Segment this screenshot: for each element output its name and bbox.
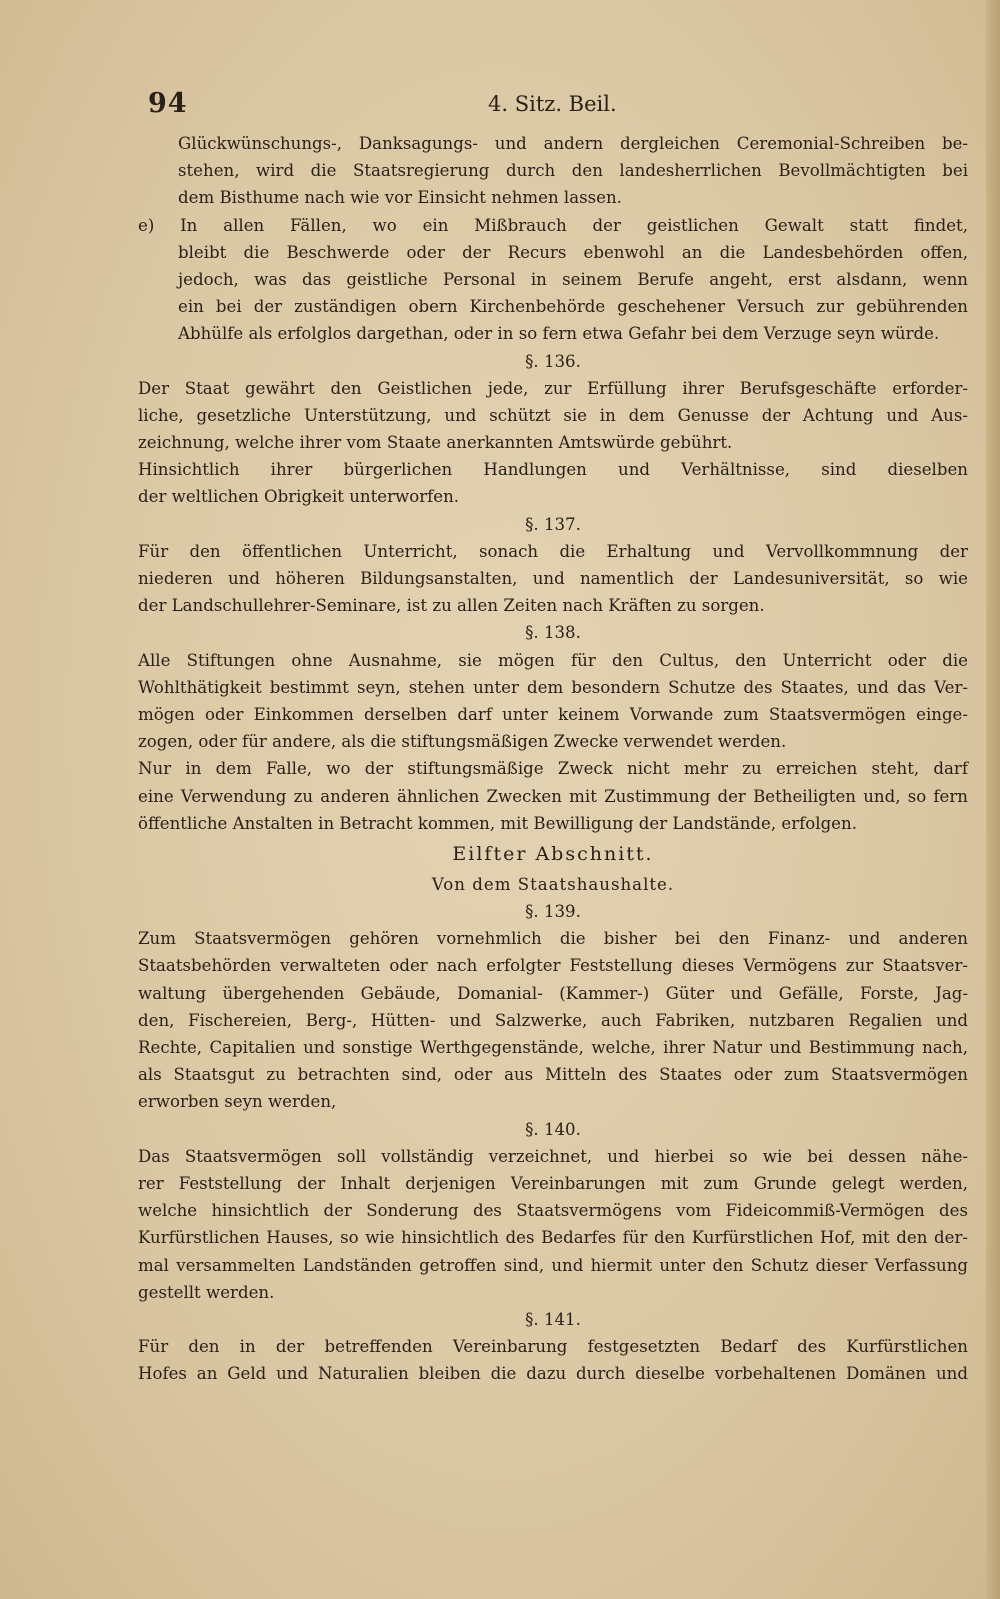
text-line: welche hinsichtlich der Sonderung des Staatsvermögens vom Fideicommiß-Vermögen des bbox=[138, 1201, 968, 1221]
text-line: Rechte, Capitalien und sonstige Werthgegenstände, welche, ihrer Natur und Bestimmung nach, bbox=[138, 1038, 968, 1057]
paragraph-number: §. 141. bbox=[525, 1309, 581, 1329]
text-line: Der Staat gewährt den Geistlichen jede, zur Erfüllung ihrer Berufsgeschäfte erforder- bbox=[138, 378, 968, 398]
text-line: waltung übergehenden Gebäude, Domanial- (Kammer-) Güter und Gefälle, Forste, Jag- bbox=[138, 983, 968, 1003]
text-line: Zum Staatsvermögen gehören vornehmlich die bisher bei den Finanz- und anderen bbox=[138, 929, 968, 949]
text-line: niederen und höheren Bildungsanstalten, und namentlich der Landesuniversität, so wie bbox=[138, 569, 968, 588]
text-line: als Staatsgut zu betrachten sind, oder aus Mitteln des Staates oder zum Staatsvermögen bbox=[138, 1065, 968, 1085]
text-line: Hinsichtlich ihrer bürgerlichen Handlungen und Verhältnisse, sind dieselben bbox=[138, 460, 968, 480]
text-line: den, Fischereien, Berg-, Hütten- und Salzwerke, auch Fabriken, nutzbaren Regalien und bbox=[138, 1010, 968, 1030]
text-line: e) In allen Fällen, wo ein Mißbrauch der geistlichen Gewalt statt findet, bbox=[138, 215, 968, 235]
paragraph-number: §. 136. bbox=[525, 351, 581, 371]
text-line: rer Feststellung der Inhalt derjenigen Vereinbarungen mit zum Grunde gelegt werden, bbox=[138, 1173, 968, 1193]
running-title: 4. Sitz. Beil. bbox=[488, 92, 617, 116]
text-line: liche, gesetzliche Unterstützung, und schützt sie in dem Genusse der Achtung und Aus- bbox=[138, 405, 968, 425]
text-line: öffentliche Anstalten in Betracht kommen, mit Bewilligung der Landstände, erfolgen. bbox=[138, 813, 857, 833]
text-line: stehen, wird die Staatsregierung durch den landesherrlichen Bevollmächtigten bei bbox=[178, 161, 968, 181]
text-line: bleibt die Beschwerde oder der Recurs ebenwohl an die Landesbehörden offen, bbox=[178, 242, 968, 262]
text-line: zeichnung, welche ihrer vom Staate anerkannten Amtswürde gebührt. bbox=[138, 433, 733, 453]
section-heading: Eilfter Abschnitt. bbox=[452, 842, 654, 865]
text-line: Glückwünschungs-, Danksagungs- und andern dergleichen Ceremonial-Schreiben be- bbox=[178, 134, 968, 153]
text-line: Hofes an Geld und Naturalien bleiben die dazu durch dieselbe vorbehaltenen Domänen und bbox=[138, 1364, 968, 1384]
text-line: zogen, oder für andere, als die stiftungsmäßigen Zwecke verwendet werden. bbox=[138, 732, 787, 752]
text-line: Für den öffentlichen Unterricht, sonach die Erhaltung und Vervollkommnung der bbox=[138, 541, 968, 561]
text-line: mögen oder Einkommen derselben darf unter keinem Vorwande zum Staatsvermögen einge- bbox=[138, 704, 968, 724]
paragraph-number: §. 138. bbox=[525, 623, 581, 643]
paragraph-number: §. 139. bbox=[525, 902, 581, 922]
text-line: dem Bisthume nach wie vor Einsicht nehmen lassen. bbox=[178, 188, 622, 208]
page-edge bbox=[986, 0, 1000, 1599]
text-line: Das Staatsvermögen soll vollständig verzeichnet, und hierbei so wie bei dessen nähe- bbox=[138, 1146, 968, 1166]
text-line: eine Verwendung zu anderen ähnlichen Zwecken mit Zustimmung der Betheiligten und, so fern bbox=[138, 786, 968, 806]
page-number: 94 bbox=[148, 88, 188, 119]
text-line: Für den in der betreffenden Vereinbarung festgesetzten Bedarf des Kurfürstlichen bbox=[138, 1337, 968, 1357]
body-text bbox=[138, 130, 968, 1387]
paragraph-number: §. 140. bbox=[525, 1119, 581, 1139]
text-line: gestellt werden. bbox=[138, 1282, 275, 1302]
text-line: Kurfürstlichen Hauses, so wie hinsichtlich des Bedarfes für den Kurfürstlichen Hof, mit den der- bbox=[138, 1228, 968, 1248]
text-line: jedoch, was das geistliche Personal in seinem Berufe angeht, erst alsdann, wenn bbox=[178, 269, 968, 289]
text-line: Wohlthätigkeit bestimmt seyn, stehen unter dem besondern Schutze des Staates, und das Ver- bbox=[138, 677, 968, 697]
text-line: mal versammelten Landständen getroffen sind, und hiermit unter den Schutz dieser Verfassung bbox=[138, 1255, 968, 1275]
text-line: Abhülfe als erfolglos dargethan, oder in so fern etwa Gefahr bei dem Verzuge seyn würde. bbox=[178, 324, 940, 344]
text-line: erworben seyn werden, bbox=[138, 1092, 337, 1112]
text-line: Nur in dem Falle, wo der stiftungsmäßige Zweck nicht mehr zu erreichen steht, darf bbox=[138, 759, 968, 779]
text-line: Alle Stiftungen ohne Ausnahme, sie mögen für den Cultus, den Unterricht oder die bbox=[138, 650, 968, 670]
section-subheading: Von dem Staatshaushalte. bbox=[431, 874, 675, 894]
text-line: der Landschullehrer-Seminare, ist zu allen Zeiten nach Kräften zu sorgen. bbox=[138, 596, 765, 616]
text-line: der weltlichen Obrigkeit unterworfen. bbox=[138, 487, 460, 507]
text-line: ein bei der zuständigen obern Kirchenbehörde geschehener Versuch zur gebührenden bbox=[178, 297, 968, 317]
page-header bbox=[148, 88, 838, 128]
text-line: Staatsbehörden verwalteten oder nach erfolgter Feststellung dieses Vermögens zur Staatsver- bbox=[138, 956, 968, 976]
paragraph-number: §. 137. bbox=[525, 514, 581, 534]
